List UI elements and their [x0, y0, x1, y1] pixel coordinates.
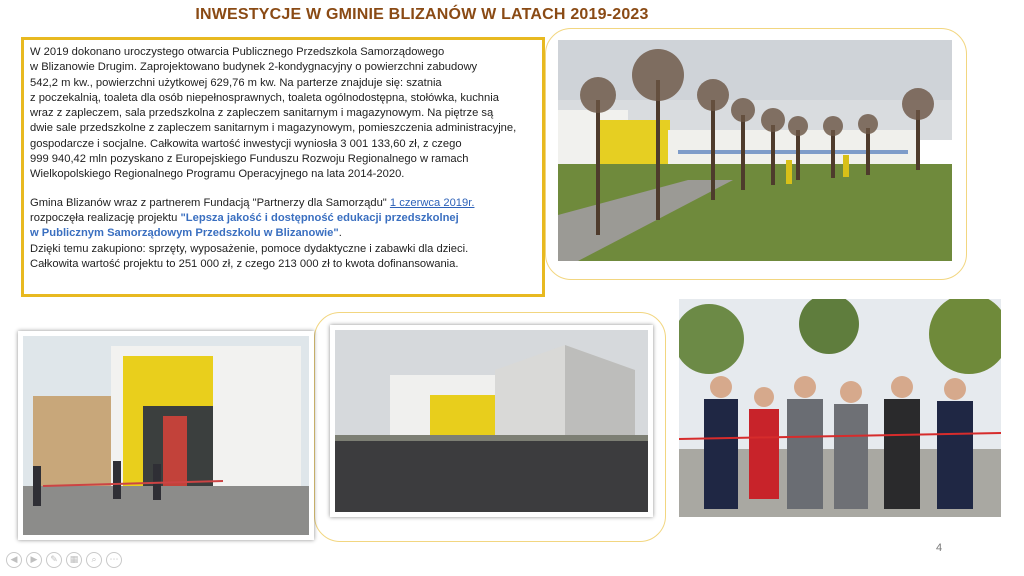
text-line: wraz z zapleczem, sala przedszkolna z zapleczem sanitarnym i magazynowym. Na piętrze są — [30, 107, 494, 120]
text-line: z poczekalnią, toaleta dla osób niepełnosprawnych, toaleta ogólnodostępna, stołówka, kuchnia — [30, 91, 499, 104]
text-line: Wielkopolskiego Regionalnego Programu Operacyjnego na lata 2014-2020. — [30, 168, 405, 181]
photo-ribbon-cutting — [679, 299, 1001, 517]
text-fragment: Gmina Blizanów wraz z partnerem Fundacją "Partnerzy dla Samorządu" — [30, 196, 390, 209]
next-icon[interactable]: ▶ — [26, 552, 42, 568]
photo-playground — [558, 40, 952, 261]
project-name: w Publicznym Samorządowym Przedszkolu w Blizanowie" — [30, 227, 339, 240]
text-fragment: . — [338, 227, 342, 240]
text-line: Dzięki temu zakupiono: sprzęty, wyposażenie, pomoce dydaktyczne i zabawki dla dzieci. — [30, 242, 469, 255]
text-fragment: rozpoczęła realizację projektu — [30, 211, 181, 224]
presentation-toolbar — [6, 552, 122, 568]
text-line: Całkowita wartość projektu to 251 000 zł, z czego 213 000 zł to kwota dofinansowania. — [30, 257, 459, 270]
text-line — [30, 226, 538, 241]
photo-building — [330, 325, 653, 517]
project-name: "Lepsza jakość i dostępność edukacji przedszkolnej — [180, 211, 459, 224]
text-line: W 2019 dokonano uroczystego otwarcia Publicznego Przedszkola Samorządowego — [30, 46, 445, 58]
text-line: 999 940,42 mln pozyskano z Europejskiego Funduszu Rozwoju Regionalnego w ramach — [30, 153, 469, 166]
slides-icon[interactable]: ▦ — [66, 552, 82, 568]
date-link[interactable]: 1 czerwca 2019r. — [389, 196, 475, 209]
text-line: gospodarcze i socjalne. Całkowita wartość inwestycji wyniosła 3 001 133,60 zł, z czego — [30, 137, 462, 150]
slide-title: INWESTYCJE W GMINIE BLIZANÓW W LATACH 2019-2023 — [195, 6, 649, 23]
text-line — [30, 196, 538, 211]
previous-icon[interactable]: ◀ — [6, 552, 22, 568]
page-number: 4 — [936, 542, 943, 554]
text-line: w Blizanowie Drugim. Zaprojektowano budynek 2-kondygnacyjny o powierzchni zabudowy — [30, 61, 478, 74]
text-line — [30, 211, 538, 226]
text-line: dwie sale przedszkolne z zapleczem sanitarnym i magazynowym, pomieszczenia administracyjne, — [30, 122, 517, 135]
text-line: 542,2 m kw., powierzchni użytkowej 629,76 m kw. Na parterze znajduje się: szatnia — [30, 76, 442, 89]
photo-entrance — [18, 331, 314, 540]
pen-icon[interactable]: ✎ — [46, 552, 62, 568]
zoom-icon[interactable]: ⌕ — [86, 552, 102, 568]
more-icon[interactable]: ⋯ — [106, 552, 122, 568]
description-textbox — [21, 37, 545, 297]
